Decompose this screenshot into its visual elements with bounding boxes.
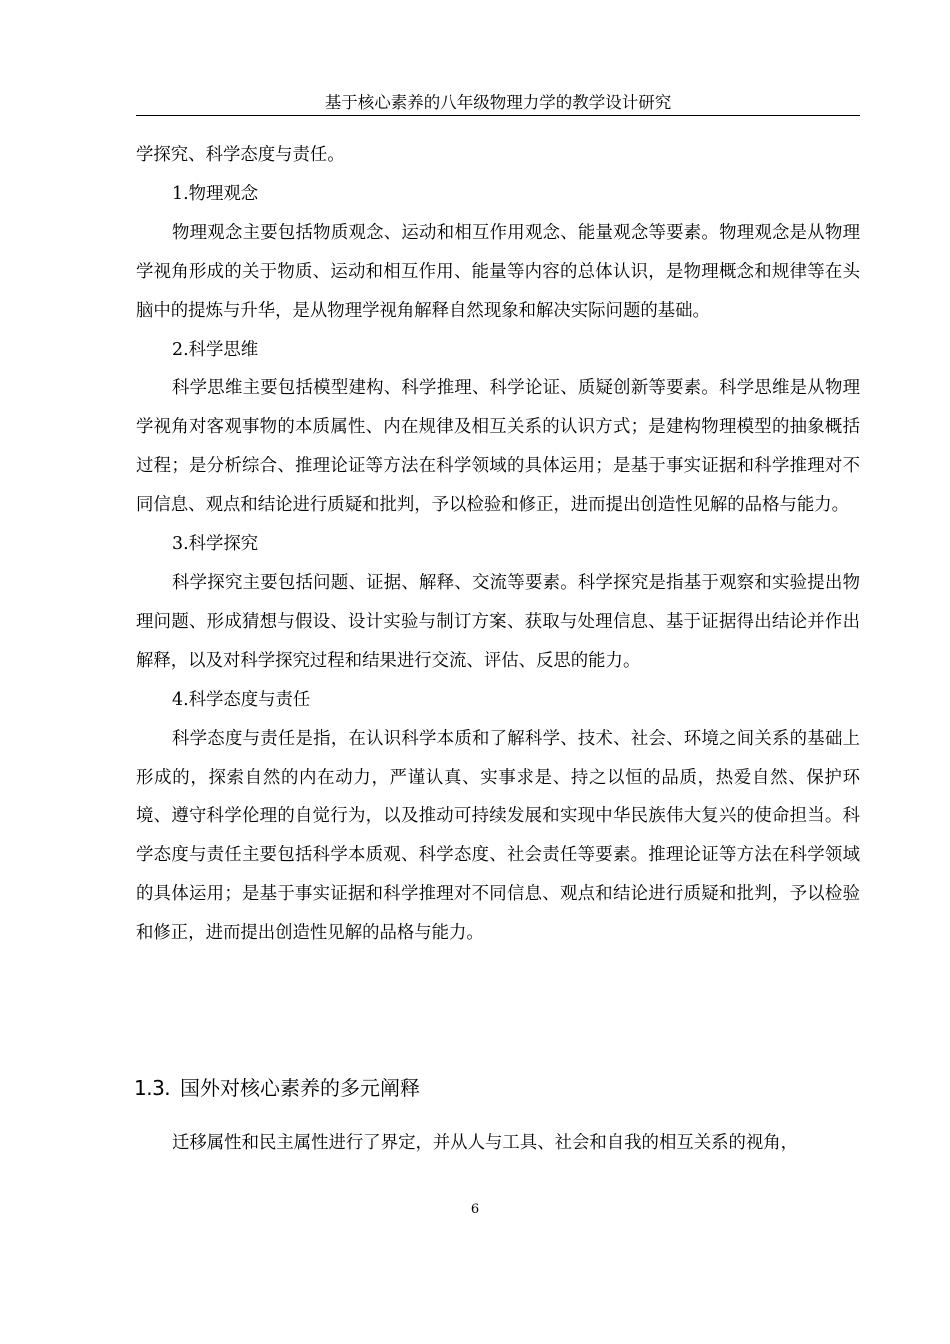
section-body-text: [136, 1124, 860, 1163]
paragraph-physics-concepts: 物理观念主要包括物质观念、运动和相互作用观念、能量观念等要素。物理观念是从物理学视角形成的关于物质、运动和相互作用、能量等内容的总体认识，是物理概念和规律等在头脑中的提炼与升华，是从物理学视角解释自然现象和解决实际问题的基础。: [136, 222, 860, 321]
body-text: [136, 136, 860, 953]
paragraph-scientific-inquiry: 科学探究主要包括问题、证据、解释、交流等要素。科学探究是指基于观察和实验提出物理问题、形成猜想与假设、设计实验与制订方案、获取与处理信息、基于证据得出结论并作出解释，以及对科学探究过程和结果进行交流、评估、反思的能力。: [136, 572, 860, 671]
section-heading: [134, 1073, 860, 1103]
paragraph-section-start: 迁移属性和民主属性进行了界定，并从人与工具、社会和自我的相互关系的视角，: [172, 1133, 799, 1153]
paragraph-scientific-thinking: 科学思维主要包括模型建构、科学推理、科学论证、质疑创新等要素。科学思维是从物理学视角对客观事物的本质属性、内在规律及相互关系的认识方式；是建构物理模型的抽象概括过程；是分析综合、推理论证等方法在科学领域的具体运用；是基于事实证据和科学推理对不同信息、观点和结论进行质疑和批判，予以检验和修正，进而提出创造性见解的品格与能力。: [136, 378, 860, 516]
paragraph-scientific-attitude: 科学态度与责任是指，在认识科学本质和了解科学、技术、社会、环境之间关系的基础上形成的，探索自然的内在动力，严谨认真、实事求是、持之以恒的品质，热爱自然、保护环境、遵守科学伦理的自觉行为，以及推动可持续发展和实现中华民族伟大复兴的使命担当。科学态度与责任主要包括科学本质观、科学态度、社会责任等要素。推理论证等方法在科学领域的具体运用；是基于事实证据和科学推理对不同信息、观点和结论进行质疑和批判，予以检验和修正，进而提出创造性见解的品格与能力。: [136, 728, 860, 944]
page-number: 6: [470, 1202, 480, 1217]
section-number: 1.3.: [134, 1076, 171, 1100]
subheading-scientific-thinking: 2.科学思维: [172, 339, 259, 360]
subheading-scientific-attitude: 4.科学态度与责任: [172, 689, 311, 710]
subheading-scientific-inquiry: 3.科学探究: [172, 534, 259, 555]
section-title: 国外对核心素养的多元阐释: [180, 1076, 420, 1100]
paragraph-continuation: 学探究、科学态度与责任。: [136, 145, 345, 165]
running-header: 基于核心素养的八年级物理力学的教学设计研究: [324, 93, 672, 112]
subheading-physics-concepts: 1.物理观念: [172, 183, 259, 204]
header-rule: [136, 115, 860, 116]
